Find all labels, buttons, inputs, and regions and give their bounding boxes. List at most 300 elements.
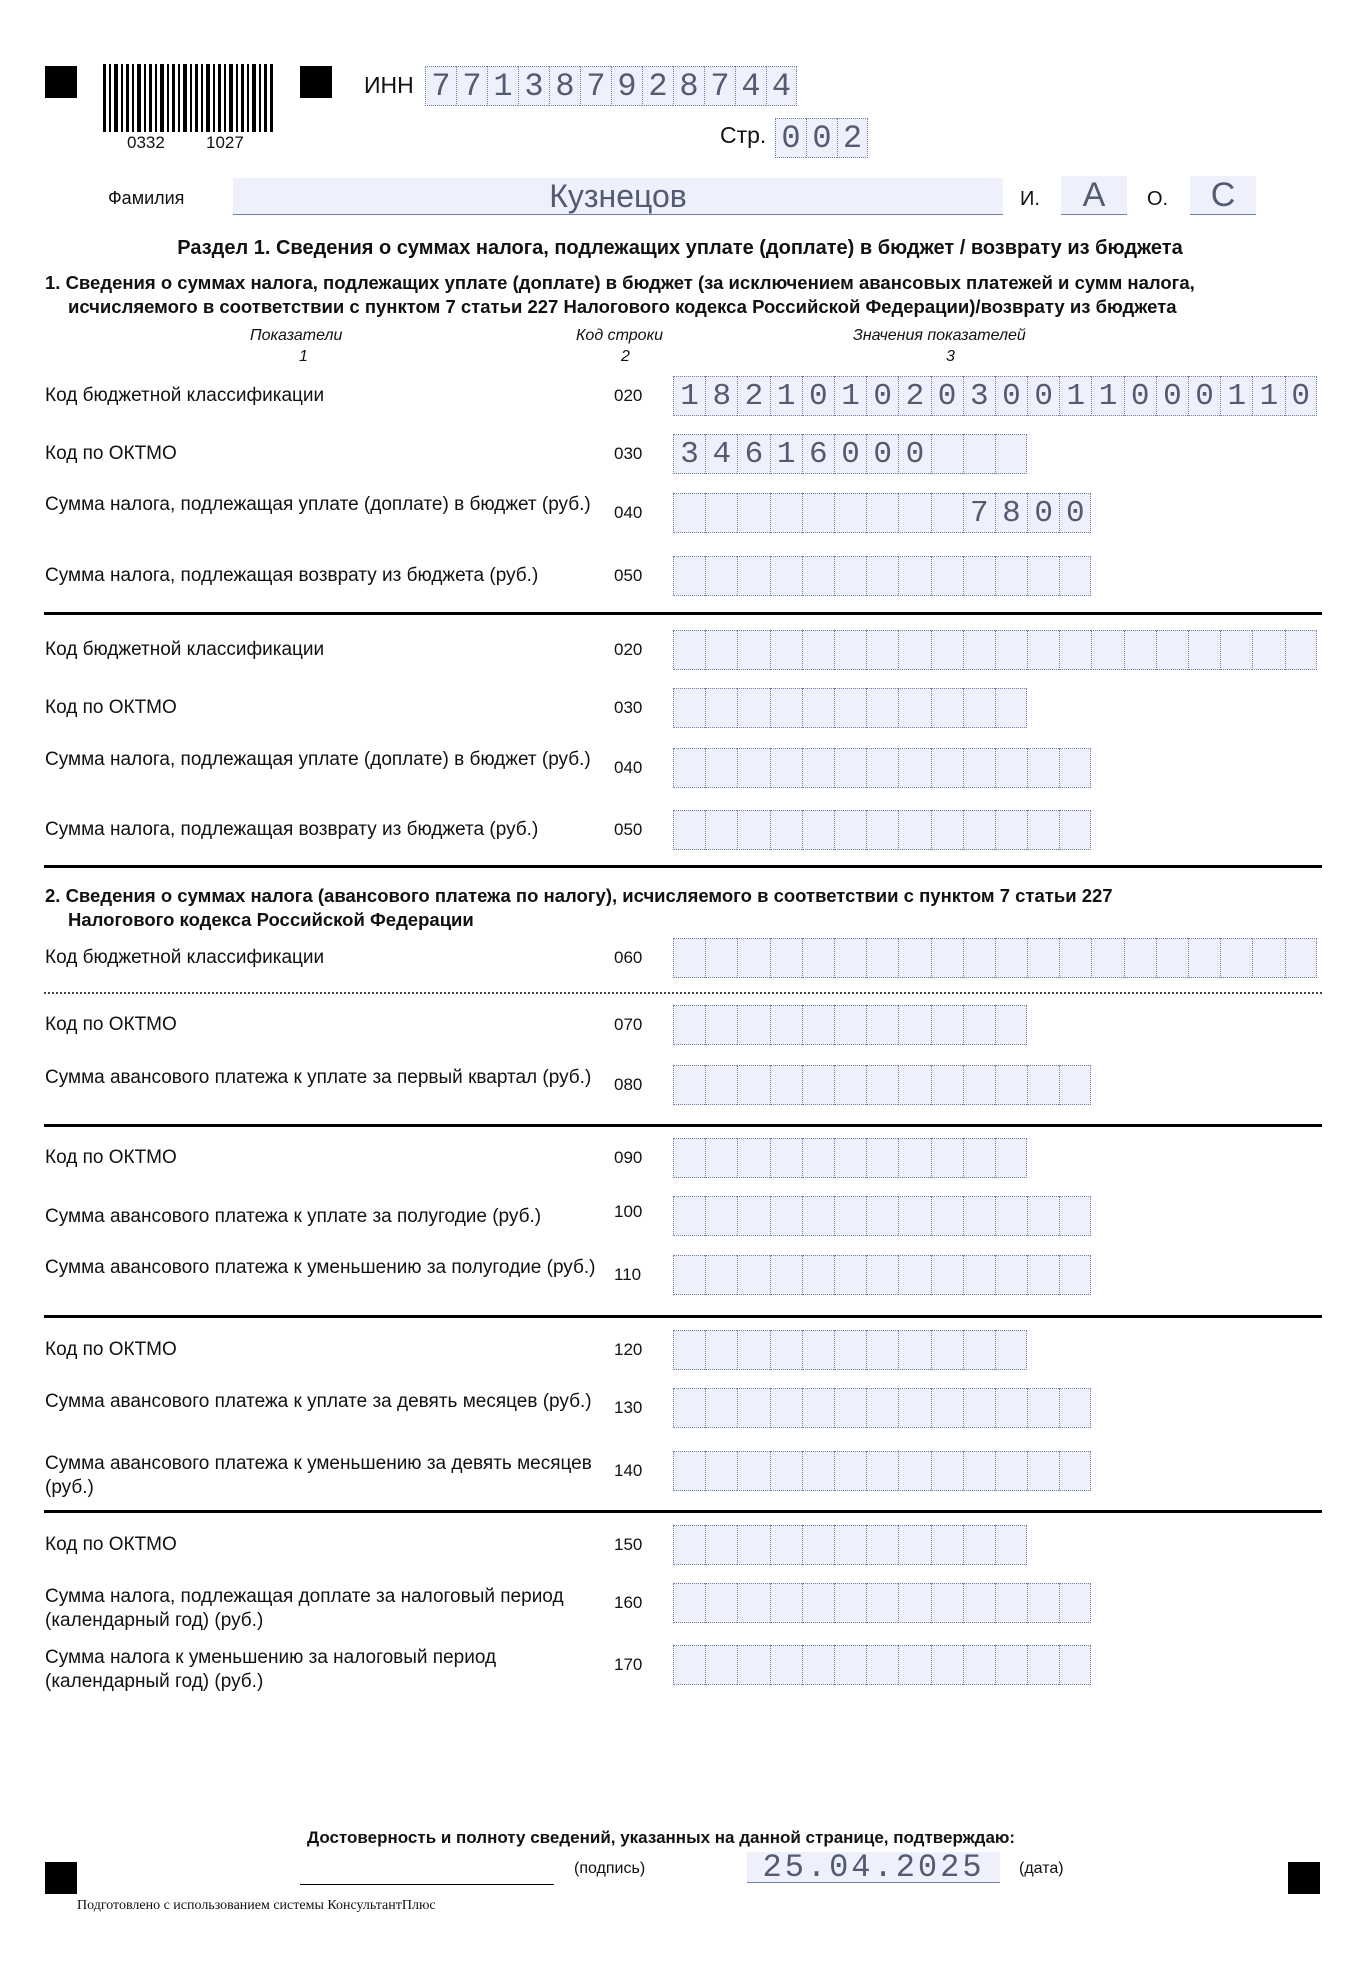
char-cell[interactable]: 8 (673, 66, 704, 106)
char-cell[interactable]: 0 (1059, 493, 1091, 533)
char-cell[interactable]: 3 (673, 434, 705, 474)
char-cell[interactable] (963, 1065, 995, 1105)
b3-110-field[interactable] (673, 1255, 1091, 1295)
char-cell[interactable] (673, 1645, 705, 1685)
char-cell[interactable] (834, 1255, 866, 1295)
char-cell[interactable] (673, 810, 705, 850)
char-cell[interactable] (770, 493, 802, 533)
char-cell[interactable] (1124, 630, 1156, 670)
char-cell[interactable] (1188, 630, 1220, 670)
char-cell[interactable] (705, 810, 737, 850)
char-cell[interactable] (673, 1138, 705, 1178)
char-cell[interactable] (737, 748, 769, 788)
char-cell[interactable]: 4 (705, 434, 737, 474)
char-cell[interactable] (705, 493, 737, 533)
char-cell[interactable] (898, 1583, 930, 1623)
char-cell[interactable] (931, 688, 963, 728)
initial-i-field[interactable] (1061, 176, 1127, 215)
char-cell[interactable] (1059, 630, 1091, 670)
char-cell[interactable] (673, 630, 705, 670)
char-cell[interactable] (1091, 938, 1123, 978)
char-cell[interactable] (770, 1255, 802, 1295)
char-cell[interactable] (963, 748, 995, 788)
char-cell[interactable] (931, 1645, 963, 1685)
char-cell[interactable] (995, 434, 1027, 474)
char-cell[interactable] (1188, 938, 1220, 978)
b3-150-field[interactable] (673, 1525, 1027, 1565)
char-cell[interactable] (866, 1451, 898, 1491)
char-cell[interactable] (1059, 810, 1091, 850)
char-cell[interactable] (963, 630, 995, 670)
char-cell[interactable] (963, 1583, 995, 1623)
char-cell[interactable] (1027, 1645, 1059, 1685)
char-cell[interactable] (834, 688, 866, 728)
b3-170-field[interactable] (673, 1645, 1091, 1685)
char-cell[interactable]: 7 (963, 493, 995, 533)
char-cell[interactable]: 2 (737, 376, 769, 416)
char-cell[interactable] (931, 1255, 963, 1295)
char-cell[interactable] (963, 1196, 995, 1236)
char-cell[interactable] (802, 938, 834, 978)
char-cell[interactable] (931, 748, 963, 788)
char-cell[interactable] (995, 630, 1027, 670)
char-cell[interactable] (770, 748, 802, 788)
char-cell[interactable] (963, 938, 995, 978)
char-cell[interactable] (705, 1065, 737, 1105)
char-cell[interactable] (802, 1065, 834, 1105)
char-cell[interactable] (1027, 938, 1059, 978)
char-cell[interactable] (866, 1138, 898, 1178)
char-cell[interactable] (898, 748, 930, 788)
char-cell[interactable]: 8 (995, 493, 1027, 533)
char-cell[interactable] (802, 1196, 834, 1236)
date-field[interactable] (747, 1848, 1000, 1886)
char-cell[interactable] (770, 1005, 802, 1045)
b3-160-field[interactable] (673, 1583, 1091, 1623)
char-cell[interactable] (866, 1065, 898, 1105)
char-cell[interactable]: 0 (806, 118, 837, 158)
char-cell[interactable] (834, 1330, 866, 1370)
char-cell[interactable]: 7 (456, 66, 487, 106)
char-cell[interactable] (898, 630, 930, 670)
char-cell[interactable] (673, 938, 705, 978)
char-cell[interactable]: 9 (611, 66, 642, 106)
char-cell[interactable] (802, 1583, 834, 1623)
char-cell[interactable]: 0 (802, 376, 834, 416)
char-cell[interactable] (931, 1451, 963, 1491)
char-cell[interactable] (705, 688, 737, 728)
char-cell[interactable] (995, 688, 1027, 728)
char-cell[interactable] (802, 748, 834, 788)
char-cell[interactable] (834, 810, 866, 850)
char-cell[interactable] (963, 810, 995, 850)
char-cell[interactable] (931, 810, 963, 850)
char-cell[interactable]: 0 (866, 376, 898, 416)
char-cell[interactable]: 1 (487, 66, 518, 106)
char-cell[interactable]: 1 (1220, 376, 1252, 416)
char-cell[interactable] (931, 556, 963, 596)
char-cell[interactable]: 1 (1252, 376, 1284, 416)
char-cell[interactable] (1220, 630, 1252, 670)
char-cell[interactable] (866, 1583, 898, 1623)
b3-140-field[interactable] (673, 1451, 1091, 1491)
char-cell[interactable] (834, 748, 866, 788)
char-cell[interactable]: 1 (673, 376, 705, 416)
char-cell[interactable] (705, 1330, 737, 1370)
char-cell[interactable] (834, 1196, 866, 1236)
char-cell[interactable] (931, 1330, 963, 1370)
char-cell[interactable] (673, 688, 705, 728)
char-cell[interactable]: 0 (775, 118, 806, 158)
char-cell[interactable] (705, 1196, 737, 1236)
char-cell[interactable] (802, 1138, 834, 1178)
char-cell[interactable] (1059, 1583, 1091, 1623)
b3-060-field[interactable] (673, 938, 1317, 978)
char-cell[interactable] (995, 810, 1027, 850)
char-cell[interactable] (963, 434, 995, 474)
b1-refund-field[interactable] (673, 556, 1091, 596)
char-cell[interactable] (673, 1451, 705, 1491)
char-cell[interactable]: 7 (704, 66, 735, 106)
char-cell[interactable] (1252, 938, 1284, 978)
char-cell[interactable] (770, 1525, 802, 1565)
char-cell[interactable] (898, 688, 930, 728)
char-cell[interactable] (737, 938, 769, 978)
char-cell[interactable]: 2 (898, 376, 930, 416)
char-cell[interactable] (770, 630, 802, 670)
char-cell[interactable] (1027, 748, 1059, 788)
char-cell[interactable] (1059, 556, 1091, 596)
char-cell[interactable]: 6 (737, 434, 769, 474)
char-cell[interactable] (866, 1388, 898, 1428)
char-cell[interactable]: 1 (834, 376, 866, 416)
char-cell[interactable] (963, 688, 995, 728)
char-cell[interactable] (898, 1196, 930, 1236)
char-cell[interactable] (673, 1005, 705, 1045)
char-cell[interactable] (1059, 938, 1091, 978)
char-cell[interactable] (995, 1255, 1027, 1295)
char-cell[interactable] (737, 1065, 769, 1105)
char-cell[interactable] (834, 493, 866, 533)
char-cell[interactable] (898, 938, 930, 978)
char-cell[interactable]: 4 (766, 66, 797, 106)
char-cell[interactable] (705, 630, 737, 670)
char-cell[interactable] (770, 1138, 802, 1178)
char-cell[interactable] (802, 688, 834, 728)
char-cell[interactable]: 0 (834, 434, 866, 474)
char-cell[interactable] (1027, 1065, 1059, 1105)
char-cell[interactable] (673, 1388, 705, 1428)
char-cell[interactable] (802, 1525, 834, 1565)
char-cell[interactable] (898, 493, 930, 533)
char-cell[interactable] (770, 938, 802, 978)
char-cell[interactable] (770, 1196, 802, 1236)
char-cell[interactable] (995, 748, 1027, 788)
char-cell[interactable] (898, 1005, 930, 1045)
char-cell[interactable] (866, 493, 898, 533)
char-cell[interactable] (1091, 630, 1123, 670)
char-cell[interactable] (898, 1388, 930, 1428)
char-cell[interactable] (866, 1005, 898, 1045)
char-cell[interactable]: 0 (1124, 376, 1156, 416)
char-cell[interactable] (898, 810, 930, 850)
char-cell[interactable] (737, 1138, 769, 1178)
char-cell[interactable] (963, 1388, 995, 1428)
char-cell[interactable] (1027, 1583, 1059, 1623)
char-cell[interactable] (1027, 1388, 1059, 1428)
char-cell[interactable] (1156, 630, 1188, 670)
char-cell[interactable] (705, 556, 737, 596)
char-cell[interactable] (931, 434, 963, 474)
char-cell[interactable] (770, 1388, 802, 1428)
char-cell[interactable] (1220, 938, 1252, 978)
char-cell[interactable] (866, 1525, 898, 1565)
char-cell[interactable] (1285, 630, 1317, 670)
char-cell[interactable] (995, 1451, 1027, 1491)
char-cell[interactable] (1156, 938, 1188, 978)
char-cell[interactable] (737, 1583, 769, 1623)
char-cell[interactable] (834, 1005, 866, 1045)
char-cell[interactable] (673, 1330, 705, 1370)
char-cell[interactable] (737, 1330, 769, 1370)
char-cell[interactable] (995, 1330, 1027, 1370)
b2-oktmo-field[interactable] (673, 688, 1027, 728)
char-cell[interactable] (705, 1138, 737, 1178)
char-cell[interactable] (931, 630, 963, 670)
char-cell[interactable] (737, 556, 769, 596)
char-cell[interactable] (737, 1645, 769, 1685)
char-cell[interactable] (931, 1525, 963, 1565)
char-cell[interactable] (770, 1583, 802, 1623)
char-cell[interactable] (673, 1583, 705, 1623)
char-cell[interactable] (673, 493, 705, 533)
char-cell[interactable] (802, 630, 834, 670)
char-cell[interactable] (673, 1196, 705, 1236)
char-cell[interactable] (995, 1138, 1027, 1178)
char-cell[interactable] (1027, 1451, 1059, 1491)
char-cell[interactable] (737, 1255, 769, 1295)
char-cell[interactable] (737, 630, 769, 670)
char-cell[interactable]: 0 (898, 434, 930, 474)
char-cell[interactable] (1059, 1388, 1091, 1428)
char-cell[interactable] (834, 1583, 866, 1623)
char-cell[interactable] (770, 1330, 802, 1370)
b2-kbk-field[interactable] (673, 630, 1317, 670)
char-cell[interactable] (866, 748, 898, 788)
char-cell[interactable] (963, 1255, 995, 1295)
page-number-field[interactable] (775, 118, 868, 158)
char-cell[interactable] (963, 1525, 995, 1565)
char-cell[interactable] (963, 1451, 995, 1491)
char-cell[interactable]: 1 (770, 434, 802, 474)
char-cell[interactable] (834, 938, 866, 978)
char-cell[interactable] (898, 1451, 930, 1491)
b3-080-field[interactable] (673, 1065, 1091, 1105)
char-cell[interactable] (898, 1330, 930, 1370)
char-cell[interactable] (995, 1388, 1027, 1428)
char-cell[interactable]: 8 (549, 66, 580, 106)
char-cell[interactable] (931, 1138, 963, 1178)
char-cell[interactable] (866, 938, 898, 978)
char-cell[interactable] (931, 1005, 963, 1045)
char-cell[interactable] (802, 810, 834, 850)
char-cell[interactable] (866, 810, 898, 850)
char-cell[interactable]: 2 (837, 118, 868, 158)
char-cell[interactable] (898, 1138, 930, 1178)
char-cell[interactable] (963, 1005, 995, 1045)
char-cell[interactable] (1027, 1255, 1059, 1295)
char-cell[interactable] (737, 1388, 769, 1428)
char-cell[interactable] (705, 1583, 737, 1623)
char-cell[interactable] (931, 1065, 963, 1105)
char-cell[interactable]: 0 (1027, 493, 1059, 533)
char-cell[interactable]: 2 (642, 66, 673, 106)
char-cell[interactable] (705, 1388, 737, 1428)
char-cell[interactable] (673, 1255, 705, 1295)
char-cell[interactable] (866, 1330, 898, 1370)
char-cell[interactable] (1059, 1451, 1091, 1491)
char-cell[interactable]: 0 (1188, 376, 1220, 416)
char-cell[interactable] (866, 1255, 898, 1295)
char-cell[interactable] (673, 1525, 705, 1565)
inn-field[interactable] (425, 66, 797, 106)
char-cell[interactable] (834, 556, 866, 596)
char-cell[interactable] (802, 1451, 834, 1491)
char-cell[interactable] (898, 1645, 930, 1685)
char-cell[interactable] (995, 938, 1027, 978)
char-cell[interactable]: 4 (735, 66, 766, 106)
char-cell[interactable] (705, 1255, 737, 1295)
char-cell[interactable] (931, 1196, 963, 1236)
char-cell[interactable] (898, 1065, 930, 1105)
char-cell[interactable] (705, 1645, 737, 1685)
char-cell[interactable] (834, 1645, 866, 1685)
char-cell[interactable] (1027, 810, 1059, 850)
char-cell[interactable] (963, 1330, 995, 1370)
char-cell[interactable] (1059, 1196, 1091, 1236)
char-cell[interactable] (995, 556, 1027, 596)
char-cell[interactable] (1124, 938, 1156, 978)
char-cell[interactable] (802, 493, 834, 533)
char-cell[interactable] (770, 688, 802, 728)
char-cell[interactable] (995, 1065, 1027, 1105)
char-cell[interactable] (802, 1330, 834, 1370)
char-cell[interactable]: 1 (770, 376, 802, 416)
char-cell[interactable] (737, 493, 769, 533)
char-cell[interactable] (1027, 630, 1059, 670)
char-cell[interactable] (834, 1388, 866, 1428)
char-cell[interactable] (866, 630, 898, 670)
char-cell[interactable] (931, 493, 963, 533)
char-cell[interactable] (963, 556, 995, 596)
b3-120-field[interactable] (673, 1330, 1027, 1370)
surname-field[interactable] (233, 178, 1003, 215)
char-cell[interactable]: 0 (995, 376, 1027, 416)
char-cell[interactable] (737, 810, 769, 850)
char-cell[interactable] (898, 1255, 930, 1295)
char-cell[interactable] (995, 1196, 1027, 1236)
char-cell[interactable] (802, 1645, 834, 1685)
b2-refund-field[interactable] (673, 810, 1091, 850)
char-cell[interactable]: 7 (580, 66, 611, 106)
char-cell[interactable] (834, 1451, 866, 1491)
char-cell[interactable]: 0 (931, 376, 963, 416)
char-cell[interactable]: 0 (1027, 376, 1059, 416)
char-cell[interactable] (802, 1005, 834, 1045)
char-cell[interactable] (705, 748, 737, 788)
char-cell[interactable]: 8 (705, 376, 737, 416)
char-cell[interactable] (995, 1005, 1027, 1045)
char-cell[interactable]: 3 (963, 376, 995, 416)
char-cell[interactable] (1059, 748, 1091, 788)
char-cell[interactable]: 1 (1091, 376, 1123, 416)
char-cell[interactable]: 6 (802, 434, 834, 474)
char-cell[interactable] (737, 1005, 769, 1045)
b1-oktmo-field[interactable] (673, 434, 1027, 474)
b1-pay-field[interactable] (673, 493, 1091, 533)
char-cell[interactable]: 0 (1156, 376, 1188, 416)
char-cell[interactable] (705, 1525, 737, 1565)
char-cell[interactable] (705, 938, 737, 978)
char-cell[interactable] (834, 1138, 866, 1178)
b3-070-field[interactable] (673, 1005, 1027, 1045)
char-cell[interactable] (898, 556, 930, 596)
char-cell[interactable]: 0 (1285, 376, 1317, 416)
char-cell[interactable] (802, 1388, 834, 1428)
char-cell[interactable] (770, 1645, 802, 1685)
char-cell[interactable] (1059, 1255, 1091, 1295)
b2-pay-field[interactable] (673, 748, 1091, 788)
char-cell[interactable] (770, 556, 802, 596)
char-cell[interactable] (931, 1583, 963, 1623)
b3-130-field[interactable] (673, 1388, 1091, 1428)
char-cell[interactable] (898, 1525, 930, 1565)
char-cell[interactable] (995, 1525, 1027, 1565)
char-cell[interactable] (1027, 556, 1059, 596)
char-cell[interactable] (802, 556, 834, 596)
char-cell[interactable] (931, 938, 963, 978)
char-cell[interactable] (673, 1065, 705, 1105)
char-cell[interactable] (673, 556, 705, 596)
char-cell[interactable]: 7 (425, 66, 456, 106)
char-cell[interactable] (963, 1138, 995, 1178)
char-cell[interactable] (673, 748, 705, 788)
char-cell[interactable]: 0 (866, 434, 898, 474)
char-cell[interactable]: 3 (518, 66, 549, 106)
char-cell[interactable] (866, 1645, 898, 1685)
char-cell[interactable] (834, 630, 866, 670)
char-cell[interactable] (963, 1645, 995, 1685)
char-cell[interactable] (1059, 1645, 1091, 1685)
initial-o-field[interactable] (1190, 176, 1256, 215)
b3-100-field[interactable] (673, 1196, 1091, 1236)
char-cell[interactable] (834, 1525, 866, 1565)
char-cell[interactable] (866, 1196, 898, 1236)
char-cell[interactable]: 1 (1059, 376, 1091, 416)
b1-kbk-field[interactable] (673, 376, 1317, 416)
char-cell[interactable] (770, 1451, 802, 1491)
char-cell[interactable] (802, 1255, 834, 1295)
char-cell[interactable] (931, 1388, 963, 1428)
char-cell[interactable] (737, 1525, 769, 1565)
char-cell[interactable] (770, 1065, 802, 1105)
char-cell[interactable] (737, 1451, 769, 1491)
char-cell[interactable] (770, 810, 802, 850)
char-cell[interactable] (834, 1065, 866, 1105)
char-cell[interactable] (1285, 938, 1317, 978)
char-cell[interactable] (1252, 630, 1284, 670)
char-cell[interactable] (866, 688, 898, 728)
